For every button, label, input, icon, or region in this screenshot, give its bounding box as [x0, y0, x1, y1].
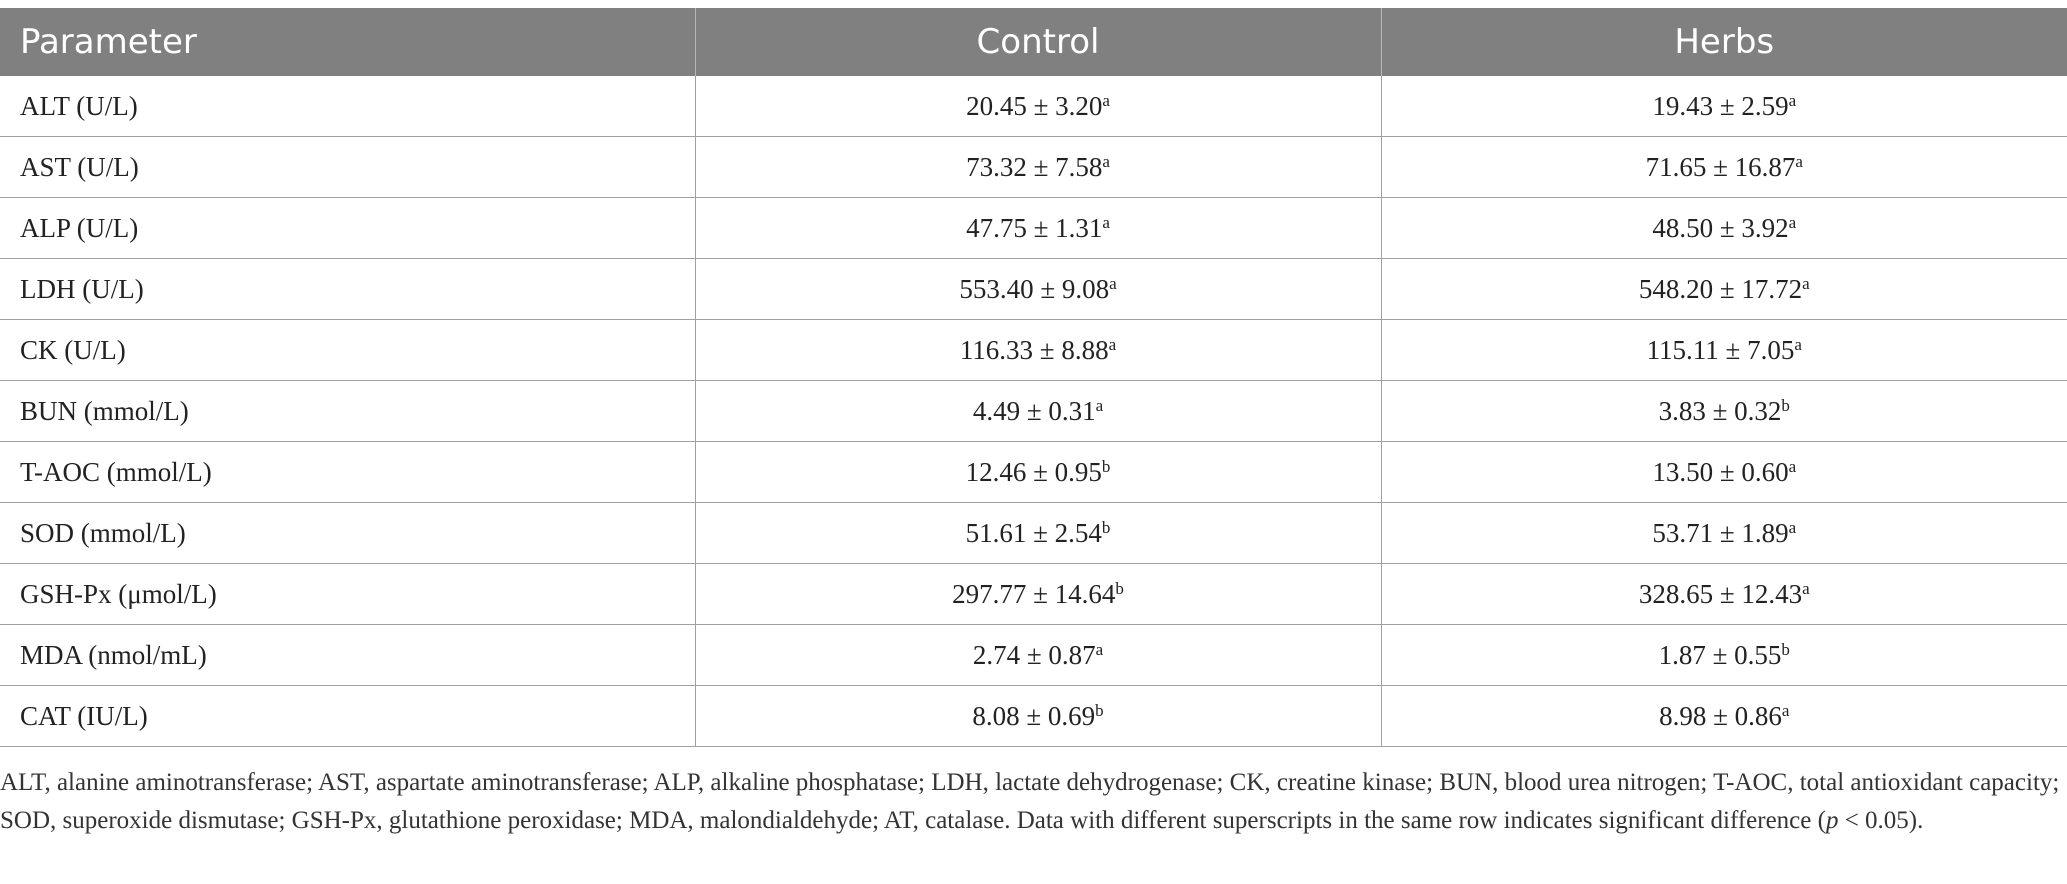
herbs-value: 328.65 ± 12.43 — [1638, 578, 1803, 609]
control-value-cell — [695, 503, 1381, 564]
herbs-superscript: a — [1788, 456, 1797, 476]
table-body — [0, 76, 2067, 747]
herbs-value: 53.71 ± 1.89 — [1652, 517, 1789, 548]
herbs-superscript: a — [1781, 700, 1790, 720]
control-value-cell — [695, 564, 1381, 625]
control-superscript: a — [1109, 273, 1117, 293]
herbs-value: 115.11 ± 7.05 — [1646, 334, 1795, 365]
herbs-value: 48.50 ± 3.92 — [1652, 212, 1789, 243]
herbs-value-cell — [1381, 503, 2067, 564]
herbs-value: 19.43 ± 2.59 — [1652, 90, 1789, 121]
control-value: 297.77 ± 14.64 — [952, 578, 1116, 609]
table-row — [0, 137, 2067, 198]
parameter-cell: CAT (IU/L) — [0, 686, 695, 747]
control-superscript: b — [1101, 517, 1111, 537]
footnote-text: ALT, alanine aminotransferase; AST, aspartate aminotransferase; ALP, alkaline phosphatase; LDH, lactate dehydrogenase; CK, creatine kinase; BUN, blood urea nitrogen; T-AOC, total antioxidant capacity; SOD, superoxide dismutase; GSH-Px, glutathione peroxidase; MDA, malondialdehyde; AT, catalase. Data with different superscripts in the same row indicates significant difference ( — [0, 769, 2060, 834]
table-footnote — [0, 764, 2060, 840]
control-value: 116.33 ± 8.88 — [959, 334, 1109, 365]
parameter-cell: CK (U/L) — [0, 320, 695, 381]
herbs-value: 13.50 ± 0.60 — [1652, 456, 1789, 487]
table-header — [0, 8, 2067, 76]
herbs-value: 3.83 ± 0.32 — [1658, 395, 1782, 426]
table-row — [0, 320, 2067, 381]
control-value-cell — [695, 76, 1381, 137]
control-value-cell — [695, 137, 1381, 198]
footnote-text-end: < 0.05). — [1838, 807, 1924, 834]
parameter-cell: ALP (U/L) — [0, 198, 695, 259]
control-superscript: b — [1115, 578, 1124, 598]
herbs-value-cell — [1381, 442, 2067, 503]
data-table-container — [0, 8, 2067, 747]
table-row — [0, 503, 2067, 564]
herbs-superscript: b — [1781, 639, 1790, 659]
control-value-cell — [695, 381, 1381, 442]
control-value: 2.74 ± 0.87 — [972, 639, 1096, 670]
control-superscript: b — [1095, 700, 1104, 720]
control-value-cell — [695, 259, 1381, 320]
control-value: 51.61 ± 2.54 — [965, 517, 1102, 548]
footnote-p-symbol: p — [1825, 807, 1839, 834]
control-value: 553.40 ± 9.08 — [959, 273, 1110, 304]
herbs-superscript: a — [1795, 151, 1803, 171]
herbs-superscript: a — [1788, 90, 1797, 110]
herbs-superscript: a — [1802, 578, 1810, 598]
control-superscript: a — [1108, 334, 1117, 354]
table-row — [0, 686, 2067, 747]
herbs-superscript: a — [1794, 334, 1802, 354]
table-row — [0, 564, 2067, 625]
table-row — [0, 259, 2067, 320]
parameter-cell: BUN (mmol/L) — [0, 381, 695, 442]
control-value-cell — [695, 442, 1381, 503]
herbs-superscript: a — [1788, 212, 1797, 232]
herbs-value-cell — [1381, 564, 2067, 625]
control-superscript: b — [1101, 456, 1111, 476]
header-row — [0, 8, 2067, 76]
herbs-value-cell — [1381, 625, 2067, 686]
herbs-value-cell — [1381, 198, 2067, 259]
control-value: 20.45 ± 3.20 — [966, 90, 1103, 121]
control-value: 73.32 ± 7.58 — [966, 151, 1103, 182]
herbs-value-cell — [1381, 259, 2067, 320]
control-value: 47.75 ± 1.31 — [966, 212, 1103, 243]
herbs-value-cell — [1381, 76, 2067, 137]
control-value-cell — [695, 198, 1381, 259]
parameter-cell: LDH (U/L) — [0, 259, 695, 320]
control-value-cell — [695, 686, 1381, 747]
herbs-value-cell — [1381, 381, 2067, 442]
control-value: 4.49 ± 0.31 — [972, 395, 1096, 426]
table-row — [0, 442, 2067, 503]
herbs-value: 1.87 ± 0.55 — [1658, 639, 1782, 670]
table-row — [0, 381, 2067, 442]
parameter-cell: T-AOC (mmol/L) — [0, 442, 695, 503]
parameter-cell: AST (U/L) — [0, 137, 695, 198]
column-header-control: Control — [695, 8, 1381, 76]
control-superscript: a — [1095, 395, 1104, 415]
control-superscript: a — [1102, 90, 1110, 110]
herbs-value: 548.20 ± 17.72 — [1638, 273, 1803, 304]
control-value-cell — [695, 320, 1381, 381]
control-value: 12.46 ± 0.95 — [965, 456, 1102, 487]
parameter-cell: MDA (nmol/mL) — [0, 625, 695, 686]
herbs-value-cell — [1381, 320, 2067, 381]
herbs-value: 71.65 ± 16.87 — [1645, 151, 1796, 182]
control-superscript: a — [1102, 151, 1110, 171]
data-table — [0, 8, 2067, 747]
control-superscript: a — [1102, 212, 1110, 232]
herbs-superscript: a — [1802, 273, 1810, 293]
parameter-cell: ALT (U/L) — [0, 76, 695, 137]
herbs-value: 8.98 ± 0.86 — [1659, 700, 1782, 731]
table-row — [0, 625, 2067, 686]
herbs-value-cell — [1381, 137, 2067, 198]
control-value-cell — [695, 625, 1381, 686]
parameter-cell: GSH-Px (μmol/L) — [0, 564, 695, 625]
table-row — [0, 198, 2067, 259]
control-superscript: a — [1095, 639, 1104, 659]
parameter-cell: SOD (mmol/L) — [0, 503, 695, 564]
control-value: 8.08 ± 0.69 — [972, 700, 1096, 731]
table-row — [0, 76, 2067, 137]
herbs-value-cell — [1381, 686, 2067, 747]
column-header-parameter: Parameter — [0, 8, 695, 76]
column-header-herbs: Herbs — [1381, 8, 2067, 76]
herbs-superscript: a — [1788, 517, 1797, 537]
herbs-superscript: b — [1781, 395, 1790, 415]
